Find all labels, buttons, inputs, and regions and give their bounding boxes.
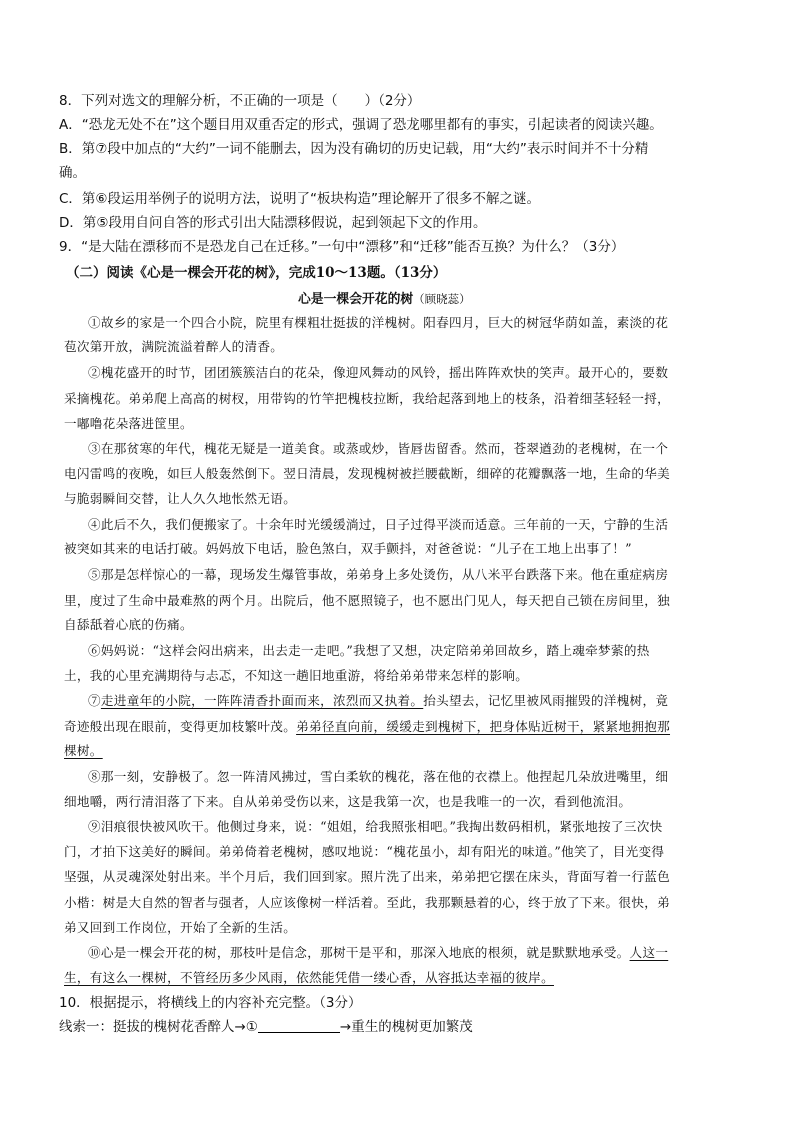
- paragraph-2: ②槐花盛开的时节，团团簇簇洁白的花朵，像迎风舞动的风铃，摇出阵阵欢快的笑声。最开心的，要数: [88, 365, 669, 380]
- article-title: [298, 290, 471, 309]
- answer-blank[interactable]: [258, 1018, 340, 1033]
- question-8-option-a: A．“恐龙无处不在”这个题目用双重否定的形式，强调了恐龙哪里都有的事实，引起读者的阅读兴趣。: [59, 117, 663, 133]
- paragraph-10: [88, 944, 668, 962]
- paragraph-7-number: ⑦: [88, 693, 101, 708]
- paragraph-5-line-2: 里，度过了生命中最难熬的两个月。出院后，他不愿照镜子，也不愿出门见人，每天把自己锁在房间里，独: [64, 593, 671, 608]
- underlined-sentence-2-end: 棵树。: [64, 743, 103, 758]
- paragraph-9-line-3: 坚强，从灵魂深处射出来。半个月后，我们回到家。照片洗了出来，弟弟把它摆在床头，背面写着一行蓝色: [64, 869, 671, 884]
- section-heading: （二）阅读《心是一棵会开花的树》，完成10～13题。（13分）: [66, 265, 447, 281]
- question-8-option-c: C．第⑥段运用举例子的说明方法，说明了“板块构造”理论解开了很多不解之谜。: [59, 191, 541, 207]
- paragraph-10-text: ⑩心是一棵会开花的树，那枝叶是信念，那树干是平和，那深入地底的根须，就是默默地承受。: [88, 945, 630, 960]
- article-title-text: 心是一棵会开花的树: [298, 292, 414, 307]
- question-8-option-b: B．第⑦段中加点的“大约”一词不能删去，因为没有确切的历史记载，用“大约”表示时间并不十分精: [59, 141, 649, 157]
- paragraph-3-line-2: 电闪雷鸣的夜晚，如巨人般轰然倒下。翌日清晨，发现槐树被拦腰截断，细碎的花瓣飘落一地，生命的华美: [64, 466, 671, 481]
- question-10-stem: 10．根据提示，将横线上的内容补充完整。（3分）: [59, 995, 362, 1011]
- article-author: （顾晓蕊）: [413, 292, 471, 306]
- paragraph-1-line-2: 苞次第开放，满院流溢着醉人的清香。: [64, 339, 284, 354]
- question-8-option-d: D．第⑤段用自问自答的形式引出大陆漂移假说，起到领起下文的作用。: [59, 215, 487, 231]
- paragraph-2-line-3: 一嘟噜花朵落进筐里。: [64, 416, 193, 431]
- paragraph-7-line-3: [64, 742, 103, 760]
- clue-prefix: 线索一：挺拔的槐树花香醉人→①: [59, 1019, 258, 1035]
- paragraph-7: [88, 692, 668, 710]
- paragraph-9-line-2: 门，才拍下这美好的瞬间。弟弟倚着老槐树，感叹地说：“槐花虽小，却有阳光的味道。”他笑了，目光变得: [64, 844, 665, 859]
- paragraph-7-text-2: 奇迹般出现在眼前，变得更加枝繁叶茂。: [64, 719, 297, 734]
- paragraph-4: ④此后不久，我们便搬家了。十余年时光缓缓淌过，日子过得平淡而适意。三年前的一天，宁静的生活: [88, 517, 669, 532]
- paragraph-9-line-4: 小楷：树是大自然的智者与强者，人应该像树一样活着。至此，我那颗悬着的心，终于放了下来。很快，弟: [64, 895, 671, 910]
- paragraph-9: ⑨泪痕很快被风吹干。他侧过身来，说：“姐姐，给我照张相吧。”我掏出数码相机，紧张地按了三次快: [88, 819, 663, 834]
- paragraph-8: ⑧那一刻，安静极了。忽一阵清风拂过，雪白柔软的槐花，落在他的衣襟上。他捏起几朵放进嘴里，细: [88, 769, 669, 784]
- question-10-clue: [59, 1018, 473, 1036]
- paragraph-7-line-2: [64, 718, 670, 736]
- underlined-sentence-3: 人这一: [629, 945, 669, 960]
- paragraph-3: ③在那贫寒的年代，槐花无疑是一道美食。或蒸或炒，皆唇齿留香。然而，苍翠遒劲的老槐树，在一个: [88, 441, 669, 456]
- paragraph-10-line-2: [64, 969, 554, 987]
- paragraph-9-line-5: 弟又回到工作岗位，开始了全新的生活。: [64, 920, 297, 935]
- question-8-option-b-cont: 确。: [59, 165, 86, 181]
- underlined-sentence-3-end: 生，有这么一棵树，不管经历多少风雨，依然能凭借一缕心香，从容抵达幸福的彼岸。: [64, 970, 554, 985]
- underlined-sentence-1: 走进童年的小院，一阵阵清香扑面而来，浓烈而又执着。: [100, 693, 424, 708]
- paragraph-8-line-2: 细地嚼，两行清泪落了下来。自从弟弟受伤以来，这是我第一次，也是我唯一的一次，看到他流泪。: [64, 794, 632, 809]
- clue-suffix: →重生的槐树更加繁茂: [339, 1019, 473, 1035]
- question-9: 9．“是大陆在漂移而不是恐龙自己在迁移。”一句中“漂移”和“迁移”能否互换？为什么？（3分）: [59, 239, 625, 255]
- question-8-stem: 8．下列对选文的理解分析，不正确的一项是（ ）（2分）: [59, 93, 421, 109]
- paragraph-7-text: 抬头望去，记忆里被风雨摧毁的洋槐树，竟: [423, 693, 669, 708]
- paragraph-5-line-3: 自舔舐着心底的伤痛。: [64, 617, 193, 632]
- paragraph-1: ①故乡的家是一个四合小院，院里有棵粗壮挺拔的洋槐树。阳春四月，巨大的树冠华荫如盖，素淡的花: [88, 315, 669, 330]
- underlined-sentence-2: 弟弟径直向前，缓缓走到槐树下，把身体贴近树干，紧紧地拥抱那: [296, 719, 671, 734]
- paragraph-5: ⑤那是怎样惊心的一幕，现场发生爆管事故，弟弟身上多处烫伤，从八米平台跌落下来。他在重症病房: [88, 567, 669, 582]
- paragraph-6-line-2: 土，我的心里充满期待与忐忑，不知这一趟旧地重游，将给弟弟带来怎样的影响。: [64, 668, 529, 683]
- paragraph-3-line-3: 与脆弱瞬间交替，让人久久地怅然无语。: [64, 491, 297, 506]
- paragraph-4-line-2: 被突如其来的电话打破。妈妈放下电话，脸色煞白，双手颤抖，对爸爸说：“儿子在工地上出事了！”: [64, 541, 632, 556]
- paragraph-6: ⑥妈妈说：“这样会闷出病来，出去走一走吧。”我想了又想，决定陪弟弟回故乡，踏上魂牵梦萦的热: [88, 643, 650, 658]
- paragraph-2-line-2: 采摘槐花。弟弟爬上高高的树杈，用带钩的竹竿把槐枝拉断，我给起落到地上的枝条，沿着细茎轻轻一捋，: [64, 391, 671, 406]
